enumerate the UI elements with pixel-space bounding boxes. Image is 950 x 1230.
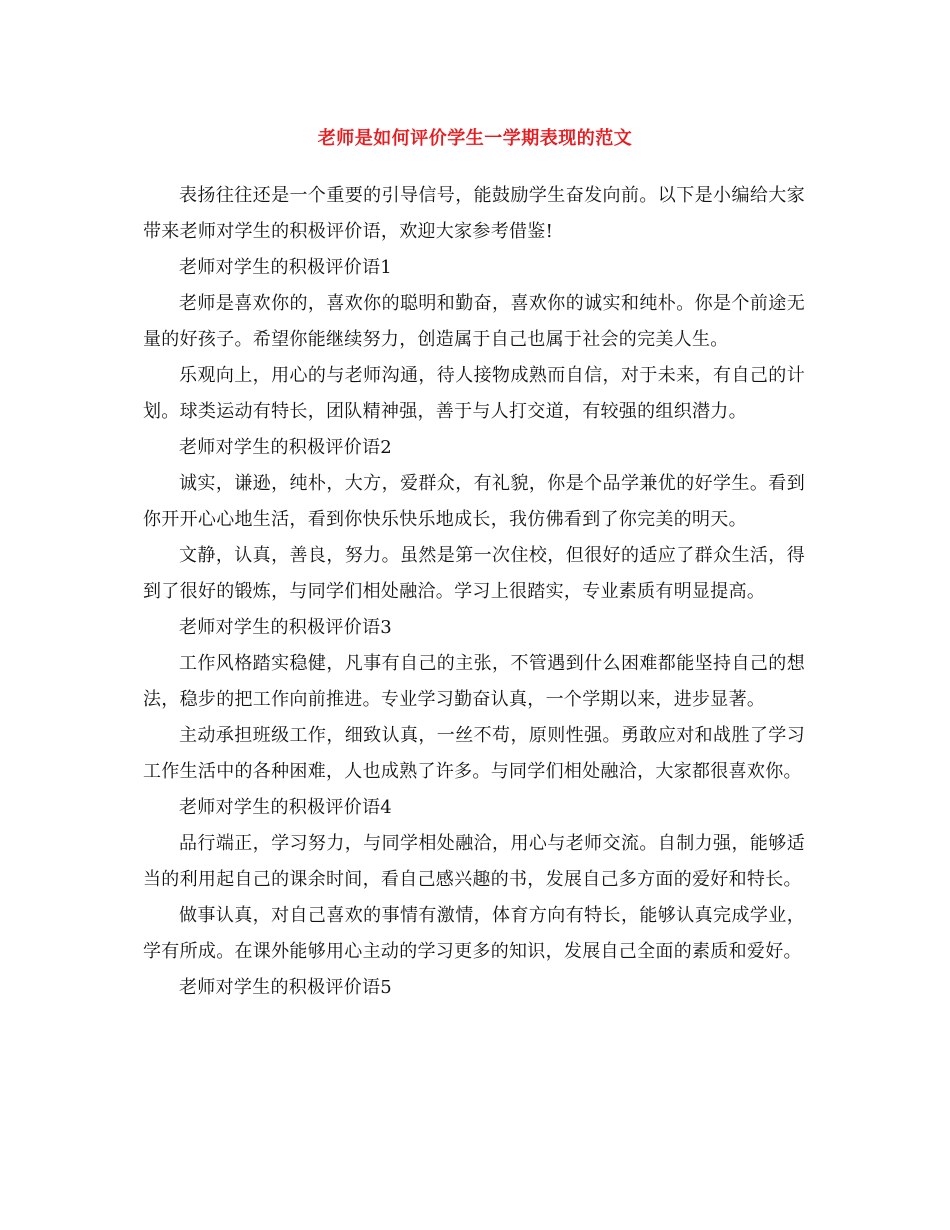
body-paragraph: 诚实，谦逊，纯朴，大方，爱群众，有礼貌，你是个品学兼优的好学生。看到你开开心心地生活，看到你快乐快乐地成长，我仿佛看到了你完美的明天。 (143, 473, 805, 530)
intro-paragraph: 表扬往往还是一个重要的引导信号，能鼓励学生奋发向前。以下是小编给大家带来老师对学生的积极评价语，欢迎大家参考借鉴! (143, 185, 805, 242)
section-heading: 老师对学生的积极评价语1 (179, 257, 393, 278)
body-paragraph: 老师是喜欢你的，喜欢你的聪明和勤奋，喜欢你的诚实和纯朴。你是个前途无量的好孩子。希望你能继续努力，创造属于自己也属于社会的完美人生。 (143, 293, 805, 350)
body-paragraph: 做事认真，对自己喜欢的事情有激情，体育方向有特长，能够认真完成学业，学有所成。在课外能够用心主动的学习更多的知识，发展自己全面的素质和爱好。 (143, 905, 805, 962)
body-paragraph: 工作风格踏实稳健，凡事有自己的主张，不管遇到什么困难都能坚持自己的想法，稳步的把工作向前推进。专业学习勤奋认真，一个学期以来，进步显著。 (143, 653, 805, 710)
body-paragraph: 文静，认真，善良，努力。虽然是第一次住校，但很好的适应了群众生活，得到了很好的锻炼，与同学们相处融洽。学习上很踏实，专业素质有明显提高。 (143, 545, 805, 602)
body-paragraph: 乐观向上，用心的与老师沟通，待人接物成熟而自信，对于未来，有自己的计划。球类运动有特长，团队精神强，善于与人打交道，有较强的组织潜力。 (143, 365, 805, 422)
section-heading: 老师对学生的积极评价语3 (179, 617, 393, 638)
document-title: 老师是如何评价学生一学期表现的范文 (317, 128, 633, 149)
document-body (143, 178, 805, 1006)
section-heading: 老师对学生的积极评价语4 (179, 797, 393, 818)
body-paragraph: 主动承担班级工作，细致认真，一丝不苟，原则性强。勇敢应对和战胜了学习工作生活中的各种困难，人也成熟了许多。与同学们相处融洽，大家都很喜欢你。 (143, 725, 805, 782)
section-heading: 老师对学生的积极评价语5 (179, 977, 393, 998)
body-paragraph: 品行端正，学习努力，与同学相处融洽，用心与老师交流。自制力强，能够适当的利用起自己的课余时间，看自己感兴趣的书，发展自己多方面的爱好和特长。 (143, 833, 805, 890)
section-heading: 老师对学生的积极评价语2 (179, 437, 393, 458)
